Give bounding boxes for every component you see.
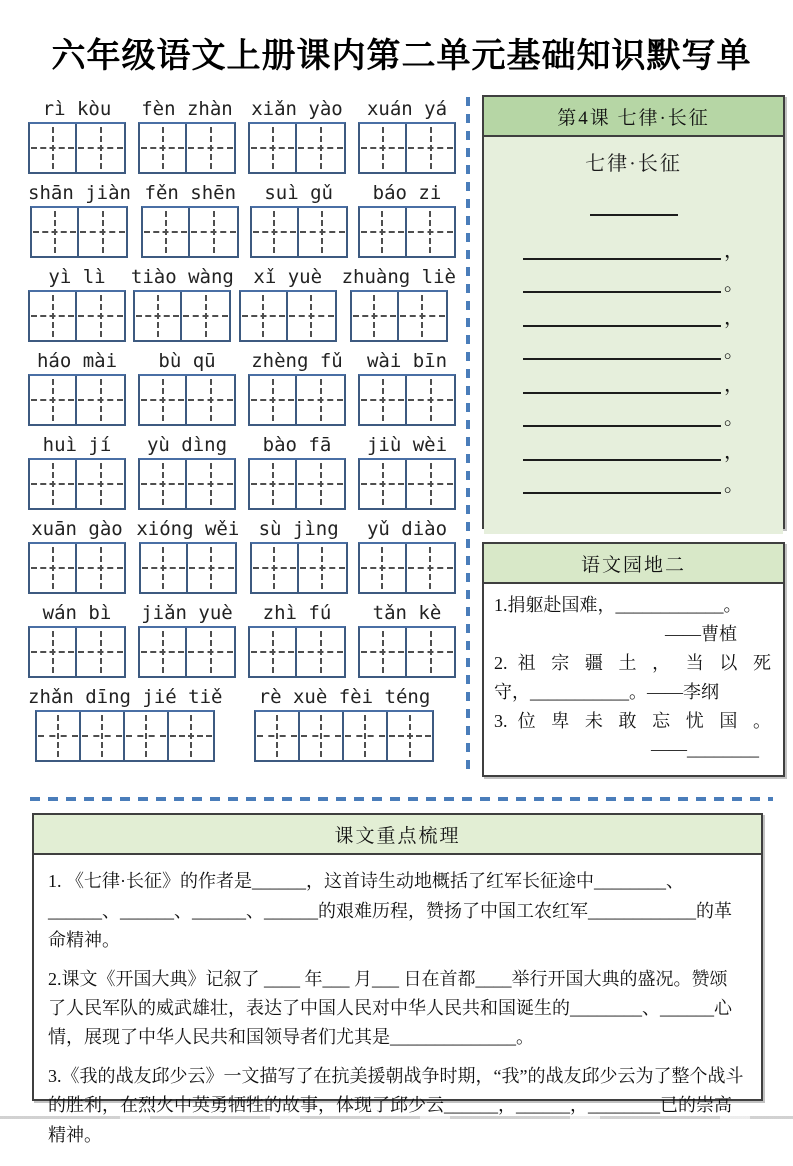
poem-blank-line (484, 461, 783, 495)
pinyin-label: tiào wàng (130, 266, 234, 288)
pinyin-word-group (358, 349, 456, 426)
pinyin-label: xióng wěi (136, 518, 240, 540)
poem-blank-underline (523, 474, 721, 494)
tianzige-box (28, 122, 126, 174)
poem-blank-underline (523, 240, 721, 260)
poem-blank-line (484, 260, 783, 294)
pinyin-word-group (248, 349, 346, 426)
tianzige-cell (30, 124, 77, 172)
pinyin-row (28, 265, 456, 342)
yuwenyuandi-line: 3. 位 卑 未 敢 忘 忧 国 。 (494, 710, 771, 731)
yuwenyuandi-panel (482, 542, 785, 777)
tianzige-cell (299, 208, 346, 256)
tianzige-box (239, 290, 337, 342)
tianzige-cell (125, 712, 169, 760)
tianzige-cell (360, 544, 407, 592)
poem-title: 七律·长征 (585, 153, 682, 175)
tianzige-cell (30, 376, 77, 424)
poem-line-punctuation: 。 (724, 474, 744, 496)
tianzige-cell (77, 628, 124, 676)
tianzige-cell (297, 124, 344, 172)
pinyin-word-group (250, 517, 348, 594)
tianzige-cell (143, 208, 190, 256)
pinyin-label: zhuàng liè (341, 266, 456, 288)
tianzige-cell (288, 292, 335, 340)
pinyin-row (28, 433, 456, 510)
pinyin-label: shān jiàn (28, 182, 131, 204)
lesson4-panel (482, 95, 785, 529)
pinyin-word-group (358, 517, 456, 594)
tianzige-box (35, 710, 215, 762)
lesson4-panel-body (484, 137, 783, 534)
tianzige-cell (182, 292, 229, 340)
pinyin-label: tǎn kè (372, 602, 442, 624)
tianzige-cell (360, 628, 407, 676)
yuwenyuandi-line: 1.捐躯赴国难，____________。 (494, 595, 742, 615)
pinyin-word-group (248, 601, 346, 678)
poem-author-blank-line (590, 214, 678, 216)
pinyin-word-group (138, 601, 236, 678)
pinyin-word-group (28, 97, 126, 174)
pinyin-label: xiǎn yào (251, 98, 343, 120)
pinyin-label: jiǎn yuè (141, 602, 233, 624)
poem-blank-underline (523, 307, 721, 327)
pinyin-label: fěn shēn (144, 182, 237, 204)
poem-line-punctuation: 。 (724, 340, 744, 362)
poem-line-punctuation: ， (724, 440, 744, 463)
tianzige-box (358, 542, 456, 594)
pinyin-label: háo mài (36, 350, 118, 372)
poem-blank-line (484, 327, 783, 361)
poem-blank-underline (523, 273, 721, 293)
tianzige-box (138, 122, 236, 174)
tianzige-box (28, 542, 126, 594)
tianzige-box (138, 458, 236, 510)
tianzige-cell (297, 460, 344, 508)
yuwenyuandi-line: ——________ (651, 739, 759, 760)
pinyin-word-group (358, 601, 456, 678)
pinyin-label: xuán yá (366, 98, 448, 120)
tianzige-box (28, 290, 126, 342)
pinyin-label: fèn zhàn (141, 98, 233, 120)
tianzige-cell (250, 460, 297, 508)
tianzige-cell (187, 124, 234, 172)
tianzige-cell (250, 124, 297, 172)
poem-blank-underline (523, 407, 721, 427)
tianzige-cell (241, 292, 288, 340)
pinyin-label: huì jí (42, 434, 112, 456)
poem-blank-line (484, 293, 783, 327)
tianzige-cell (360, 460, 407, 508)
pinyin-word-group (138, 349, 236, 426)
pinyin-row (28, 349, 456, 426)
tianzige-box (358, 626, 456, 678)
poem-blank-underline (523, 374, 721, 394)
poem-line-punctuation: 。 (724, 273, 744, 295)
tianzige-cell (169, 712, 213, 760)
tianzige-cell (187, 460, 234, 508)
tianzige-box (250, 542, 348, 594)
yuwenyuandi-line: 2. 祖 宗 疆 土 ， 当 以 死 (494, 652, 771, 673)
tianzige-cell (135, 292, 182, 340)
pinyin-word-group (342, 265, 456, 342)
page-title: 六年级语文上册课内第二单元基础知识默写单 (51, 38, 752, 75)
tianzige-box (248, 374, 346, 426)
pinyin-word-group (28, 433, 126, 510)
pinyin-row (28, 517, 456, 594)
tianzige-cell (360, 376, 407, 424)
tianzige-box (138, 374, 236, 426)
tianzige-box (250, 206, 348, 258)
pinyin-word-group (239, 265, 337, 342)
pinyin-label: zhì fú (262, 602, 332, 624)
tianzige-box (358, 374, 456, 426)
tianzige-cell (360, 208, 407, 256)
pinyin-label: bù qū (158, 350, 216, 372)
yuwenyuandi-panel-body (484, 584, 783, 775)
summary-panel-body (34, 855, 761, 1165)
tianzige-cell (407, 628, 454, 676)
tianzige-cell (81, 712, 125, 760)
tianzige-cell (299, 544, 346, 592)
pinyin-word-group (28, 349, 126, 426)
vertical-dashed-divider (466, 97, 470, 777)
pinyin-row (28, 685, 456, 762)
pinyin-word-group (358, 433, 456, 510)
poem-line-punctuation: ， (724, 373, 744, 396)
pinyin-word-group (358, 97, 456, 174)
summary-panel (32, 813, 763, 1145)
pinyin-word-group (248, 97, 346, 174)
poem-blank-underline (523, 441, 721, 461)
pinyin-label: jiù wèi (366, 434, 448, 456)
pinyin-label: zhèng fǔ (251, 350, 343, 372)
tianzige-cell (388, 712, 432, 760)
tianzige-box (133, 290, 231, 342)
pinyin-label: zhǎn dīng jié tiě (28, 686, 223, 708)
pinyin-label: xǐ yuè (253, 266, 323, 288)
tianzige-cell (344, 712, 388, 760)
tianzige-cell (37, 712, 81, 760)
tianzige-box (28, 626, 126, 678)
tianzige-box (28, 374, 126, 426)
tianzige-box (358, 122, 456, 174)
pinyin-label: yù dìng (146, 434, 228, 456)
pinyin-label: báo zi (372, 182, 442, 204)
tianzige-cell (407, 376, 454, 424)
yuwenyuandi-line: ——曹植 (665, 623, 737, 644)
tianzige-box (139, 542, 237, 594)
tianzige-cell (77, 544, 124, 592)
tianzige-box (30, 206, 128, 258)
right-column (482, 95, 785, 777)
pinyin-word-group (131, 265, 234, 342)
tianzige-cell (256, 712, 300, 760)
tianzige-cell (32, 208, 79, 256)
tianzige-box (28, 458, 126, 510)
poem-line-punctuation: 。 (724, 407, 744, 429)
poem-blank-underline (523, 340, 721, 360)
tianzige-cell (407, 124, 454, 172)
tianzige-cell (407, 460, 454, 508)
top-content (28, 95, 785, 777)
tianzige-cell (188, 544, 235, 592)
tianzige-cell (77, 460, 124, 508)
tianzige-cell (399, 292, 446, 340)
lesson4-panel-header: 第4课 七律·长征 (484, 97, 783, 137)
summary-paragraph-3: 3.《我的战友邱少云》一文描写了在抗美援朝战争时期，“我”的战友邱少云为了整个战斗的胜利，在烈火中英勇牺牲的故事，体现了邱少云______，______，________已的崇高精神。 (48, 1066, 744, 1145)
pinyin-word-group (136, 517, 239, 594)
tianzige-cell (297, 376, 344, 424)
pinyin-word-group (141, 181, 239, 258)
tianzige-cell (30, 292, 77, 340)
tianzige-cell (30, 460, 77, 508)
tianzige-cell (77, 292, 124, 340)
tianzige-cell (250, 376, 297, 424)
pinyin-row (28, 601, 456, 678)
tianzige-cell (140, 376, 187, 424)
pinyin-label: rì kòu (42, 98, 112, 120)
tianzige-cell (297, 628, 344, 676)
tianzige-cell (187, 628, 234, 676)
pinyin-label: yǔ diào (366, 518, 448, 540)
pinyin-label: wán bì (42, 602, 112, 624)
poem-line-punctuation: ， (724, 306, 744, 329)
yuwenyuandi-panel-header: 语文园地二 (484, 544, 783, 584)
tianzige-cell (407, 208, 454, 256)
pinyin-word-group (28, 517, 126, 594)
tianzige-box (248, 122, 346, 174)
next-page-edge-line (0, 1116, 793, 1119)
pinyin-word-group (254, 685, 434, 762)
tianzige-box (358, 206, 456, 258)
poem-lines (484, 226, 783, 494)
pinyin-label: rè xuè fèi téng (258, 686, 431, 708)
tianzige-cell (407, 544, 454, 592)
pinyin-row (28, 97, 456, 174)
poem-blank-line (484, 427, 783, 461)
pinyin-word-group (28, 601, 126, 678)
tianzige-cell (252, 544, 299, 592)
tianzige-cell (30, 544, 77, 592)
pinyin-word-group (248, 433, 346, 510)
summary-panel-header: 课文重点梳理 (34, 815, 761, 855)
pinyin-label: yì lì (48, 266, 106, 288)
pinyin-word-group (358, 181, 456, 258)
tianzige-box (248, 458, 346, 510)
tianzige-cell (141, 544, 188, 592)
tianzige-cell (140, 460, 187, 508)
pinyin-word-group (138, 97, 236, 174)
tianzige-cell (140, 628, 187, 676)
tianzige-cell (252, 208, 299, 256)
tianzige-cell (250, 628, 297, 676)
tianzige-cell (187, 376, 234, 424)
horizontal-dashed-divider (30, 797, 773, 801)
pinyin-label: sù jìng (258, 518, 339, 540)
pinyin-label: wài bīn (366, 350, 448, 372)
pinyin-label: bào fā (262, 434, 332, 456)
poem-line-punctuation: ， (724, 239, 744, 262)
poem-blank-line (484, 360, 783, 394)
pinyin-label: xuān gào (31, 518, 123, 540)
summary-paragraph-2: 2.课文《开国大典》记叙了 ____ 年___ 月___ 日在首都____举行开国大典的盛况。赞颂了人民军队的威武雄壮，表达了中国人民对中华人民共和国诞生的________、______心情，展现了中华人民共和国领导者们尤其是______________。 (48, 968, 732, 1048)
tianzige-box (141, 206, 239, 258)
tianzige-cell (77, 376, 124, 424)
pinyin-label: suì gǔ (264, 182, 333, 204)
poem-blank-line (484, 394, 783, 428)
pinyin-word-group (138, 433, 236, 510)
tianzige-cell (77, 124, 124, 172)
tianzige-box (358, 458, 456, 510)
pinyin-word-group (28, 685, 222, 762)
pinyin-grid (28, 95, 456, 777)
tianzige-cell (190, 208, 237, 256)
pinyin-word-group (28, 265, 126, 342)
pinyin-word-group (28, 181, 131, 258)
tianzige-box (254, 710, 434, 762)
tianzige-cell (30, 628, 77, 676)
tianzige-cell (79, 208, 126, 256)
tianzige-box (350, 290, 448, 342)
tianzige-cell (352, 292, 399, 340)
tianzige-cell (140, 124, 187, 172)
pinyin-word-group (250, 181, 348, 258)
tianzige-cell (360, 124, 407, 172)
tianzige-box (138, 626, 236, 678)
tianzige-box (248, 626, 346, 678)
poem-blank-line (484, 226, 783, 260)
pinyin-row (28, 181, 456, 258)
tianzige-cell (300, 712, 344, 760)
summary-paragraph-1: 1. 《七律·长征》的作者是______，这首诗生动地概括了红军长征途中________、______、______、______、______的艰难历程，赞扬了中国工农红军____________的革命精神。 (48, 871, 732, 950)
yuwenyuandi-line: 守，___________。——李纲 (494, 681, 719, 702)
